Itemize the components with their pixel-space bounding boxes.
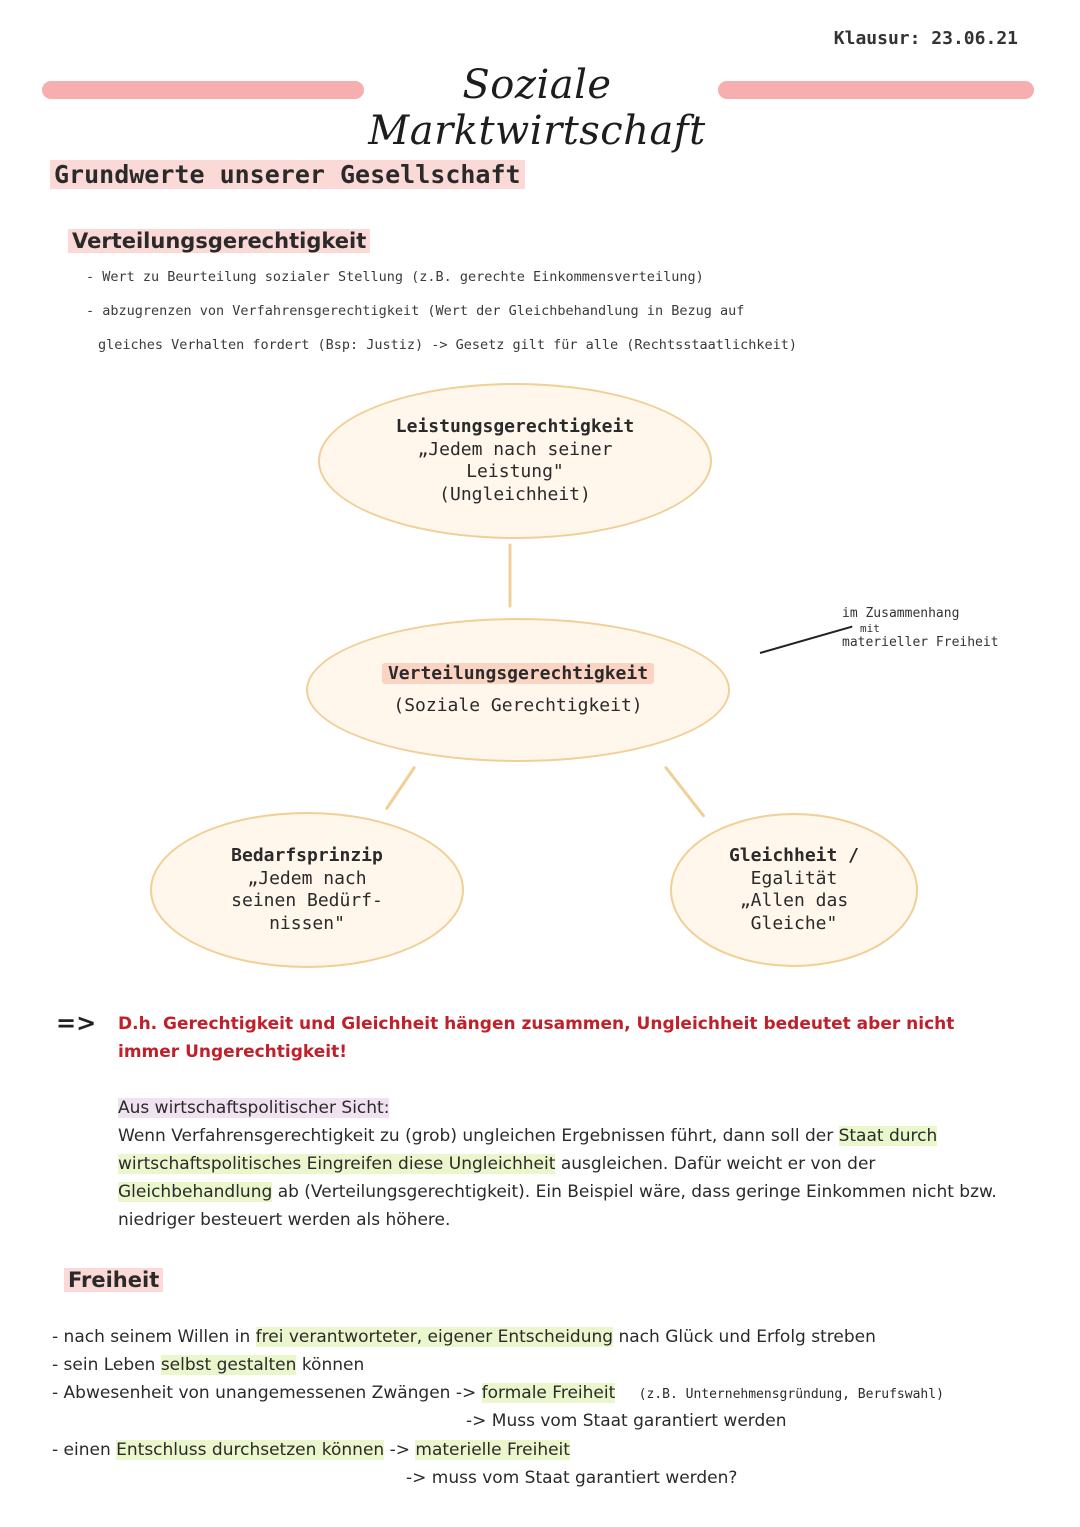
freedom-item-3-sub: -> Muss vom Staat garantiert werden — [466, 1411, 787, 1431]
note-line-3: gleiches Verhalten fordert (Bsp: Justiz) -> Gesetz gilt für alle (Rechtsstaatlichkeit) — [98, 337, 797, 353]
connector-top-center — [509, 544, 512, 608]
conclusion-text: D.h. Gerechtigkeit und Gleichheit hängen zusammen, Ungleichheit bedeutet aber nicht immer Ungerechtigkeit! — [118, 1014, 955, 1062]
ellipse-leistungsgerechtigkeit: Leistungsgerechtigkeit „Jedem nach seiner Leistung" (Ungleichheit) — [318, 383, 712, 539]
title-bar-left — [42, 81, 364, 99]
freedom-item-4-sub: -> muss vom Staat garantiert werden? — [406, 1468, 738, 1488]
connector-center-left — [385, 766, 417, 811]
freedom-item-2: - sein Leben selbst gestalten können — [52, 1355, 365, 1375]
subheading-verteilung: Verteilungsgerechtigkeit — [68, 229, 370, 253]
subheading-freiheit: Freiheit — [64, 1268, 163, 1292]
title-bar-right — [718, 81, 1034, 99]
economic-view-heading: Aus wirtschaftspolitischer Sicht: — [118, 1098, 390, 1118]
connector-center-right — [664, 766, 706, 818]
economic-view-paragraph — [118, 1094, 998, 1234]
page-title: Soziale Marktwirtschaft — [368, 62, 706, 154]
implication-arrow: => — [56, 1009, 97, 1037]
economic-view-body: Wenn Verfahrensgerechtigkeit zu (grob) ungleichen Ergebnissen führt, dann soll der Staat durch wirtschaftspolitisches Eingreifen diese Ungleichheit ausgleichen. Dafür weicht er von der Gleichbehandlung ab (Verteilungsgerechtigkeit). Ein Beispiel wäre, dass geringe Einkommen nicht bzw. niedriger besteuert werden als höhere. — [118, 1126, 997, 1230]
side-note: im Zusammenhang mit materieller Freiheit — [842, 606, 999, 650]
ellipse-verteilungsgerechtigkeit: Verteilungsgerechtigkeit (Soziale Gerechtigkeit) — [306, 618, 730, 762]
ellipse-bedarfsprinzip: Bedarfsprinzip „Jedem nach seinen Bedürf- nissen" — [150, 812, 464, 968]
freedom-item-4: - einen Entschluss durchsetzen können -> materielle Freiheit — [52, 1440, 570, 1460]
exam-date: Klausur: 23.06.21 — [833, 28, 1018, 49]
section-heading: Grundwerte unserer Gesellschaft — [50, 160, 525, 189]
note-line-2: - abzugrenzen von Verfahrensgerechtigkeit (Wert der Gleichbehandlung in Bezug auf — [86, 303, 745, 319]
side-note-pointer — [760, 626, 853, 654]
freedom-item-1: - nach seinem Willen in frei verantworteter, eigener Entscheidung nach Glück und Erfolg streben — [52, 1327, 876, 1347]
ellipse-gleichheit: Gleichheit / Egalität „Allen das Gleiche" — [670, 813, 918, 967]
note-line-1: - Wert zu Beurteilung sozialer Stellung (z.B. gerechte Einkommensverteilung) — [86, 269, 704, 285]
freedom-item-3: - Abwesenheit von unangemessenen Zwängen -> formale Freiheit (z.B. Unternehmensgründung, Berufswahl) — [52, 1383, 944, 1403]
